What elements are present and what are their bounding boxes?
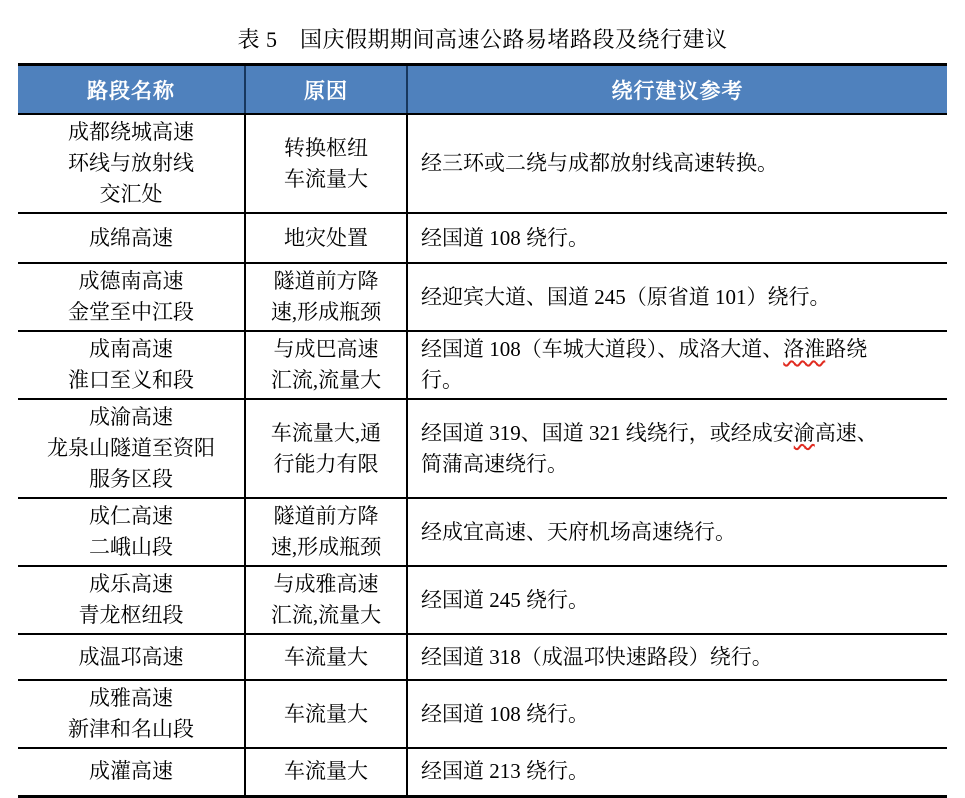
text-segment: 经国道 318（成温邛快速路段）绕行。 [421,644,773,669]
road-name-cell [18,263,245,331]
text-line [246,600,406,631]
suggestion-cell [407,634,947,680]
reason-cell [245,399,407,498]
suggestion-cell [407,566,947,634]
suggestion-cell [407,213,947,263]
reason-cell [245,634,407,680]
table-row [18,331,947,399]
spellcheck-underline-text: 渝 [793,420,815,445]
table-row [18,114,947,213]
text-segment: 经成宜高速、天府机场高速绕行。 [421,519,736,544]
text-segment: 经三环或二绕与成都放射线高速转换。 [421,151,778,175]
text-segment: 与成巴高速 [273,337,379,361]
text-segment: 转换枢纽 [284,135,368,160]
text-line [246,297,406,328]
reason-cell [245,114,407,213]
table-row [18,634,947,680]
text-line [18,402,244,433]
text-segment: 隧道前方降 [273,269,379,293]
text-line [421,756,939,787]
table-title: 表 5 国庆假期期间高速公路易堵路段及绕行建议 [237,27,728,52]
text-line [246,266,406,297]
text-segment: 速,形成瓶颈 [270,535,382,559]
text-segment: 高速、 [814,420,878,445]
text-line [246,223,406,254]
road-name-cell [18,680,245,748]
text-segment: 速,形成瓶颈 [270,300,382,324]
text-segment: 成雅高速 [89,686,173,710]
text-segment: 路绕 [825,337,868,361]
text-segment: 经迎宾大道、国道 245（原省道 101）绕行。 [421,284,831,309]
text-segment: 金堂至中江段 [68,300,194,324]
suggestion-cell [407,114,947,213]
text-line [421,449,939,480]
text-line [421,148,939,179]
table-row [18,498,947,566]
road-name-cell [18,399,245,498]
text-line [246,532,406,563]
text-line [18,569,244,600]
text-line [421,699,939,730]
text-segment: 成南高速 [89,337,173,361]
suggestion-cell [407,748,947,796]
text-line [421,418,939,449]
text-line [421,334,939,365]
text-line [18,600,244,631]
text-line [246,569,406,600]
text-segment: 经国道 108 绕行。 [421,225,589,250]
road-name-cell [18,114,245,213]
text-line [18,433,244,464]
text-line [18,334,244,365]
text-segment: 服务区段 [89,467,173,491]
text-segment: 青龙枢纽段 [78,603,184,627]
text-line [18,642,244,673]
text-segment: 新津和名山段 [68,717,194,741]
text-line [18,148,244,179]
text-line [246,449,406,480]
text-segment: 成灌高速 [89,759,173,784]
text-segment: 汇流,流量大 [270,603,382,627]
text-segment: 成渝高速 [89,405,173,429]
reason-cell [245,498,407,566]
text-line [421,282,939,313]
text-line [18,179,244,210]
text-line [421,517,939,548]
suggestion-cell [407,680,947,748]
table-row [18,399,947,498]
text-line [18,756,244,787]
text-line [18,532,244,563]
road-name-cell [18,634,245,680]
text-segment: 简蒲高速绕行。 [421,451,568,476]
text-segment: 经国道 108 绕行。 [421,701,589,726]
text-segment: 经国道 319、国道 321 线绕行，或经成安 [421,420,794,445]
table-header [18,65,947,115]
reason-cell [245,213,407,263]
text-segment: 交汇处 [99,182,163,206]
text-segment: 与成雅高速 [273,572,379,596]
table-row [18,263,947,331]
text-line [18,266,244,297]
text-segment: 车流量大,通 [270,420,382,445]
table-row [18,748,947,796]
text-line [246,133,406,164]
text-line [246,164,406,195]
road-name-cell [18,331,245,399]
text-line [246,642,406,673]
text-segment: 车流量大 [284,644,368,669]
text-line [18,117,244,148]
reason-cell [245,331,407,399]
text-segment: 成绵高速 [89,225,173,250]
text-line [421,642,939,673]
text-line [18,297,244,328]
road-name-cell [18,566,245,634]
text-segment: 成德南高速 [78,269,184,293]
text-segment: 成仁高速 [89,504,173,528]
road-name-cell [18,748,245,796]
header-suggestion: 绕行建议参考 [407,65,947,115]
text-segment: 环线与放射线 [68,151,194,175]
text-line [18,223,244,254]
text-line [421,585,939,616]
table-row [18,213,947,263]
road-name-cell [18,213,245,263]
text-line [18,464,244,495]
text-segment: 成乐高速 [89,572,173,596]
text-line [18,683,244,714]
reason-cell [245,263,407,331]
text-line [246,418,406,449]
suggestion-cell [407,263,947,331]
text-line [246,699,406,730]
text-segment: 行能力有限 [273,451,379,476]
header-reason: 原因 [245,65,407,115]
text-segment: 淮口至义和段 [68,368,194,392]
text-segment: 地灾处置 [284,225,368,250]
text-line [18,365,244,396]
text-line [421,223,939,254]
suggestion-cell [407,331,947,399]
suggestion-cell [407,498,947,566]
text-segment: 经国道 108（车城大道段）、成洛大道、 [421,337,784,361]
reason-cell [245,748,407,796]
table-body [18,114,947,796]
text-segment: 龙泉山隧道至资阳 [47,436,215,460]
header-road-name: 路段名称 [18,65,245,115]
text-segment: 成都绕城高速 [68,120,194,144]
text-line [18,714,244,745]
header-row [18,65,947,115]
text-line [246,365,406,396]
text-segment: 二峨山段 [89,535,173,559]
road-name-cell [18,498,245,566]
text-segment: 车流量大 [284,166,368,191]
suggestion-cell [407,399,947,498]
text-line [18,501,244,532]
text-segment: 隧道前方降 [273,504,379,528]
spellcheck-underline-text: 洛淮 [783,337,826,361]
reason-cell [245,680,407,748]
text-line [246,756,406,787]
text-segment: 车流量大 [284,759,368,784]
text-line [246,334,406,365]
text-line [246,501,406,532]
detour-suggestions-table [18,63,947,798]
text-segment: 车流量大 [284,701,368,726]
text-segment: 经国道 213 绕行。 [421,759,589,784]
table-row [18,566,947,634]
table-row [18,680,947,748]
text-segment: 成温邛高速 [78,644,184,669]
text-segment: 汇流,流量大 [270,368,382,392]
reason-cell [245,566,407,634]
text-line [421,365,939,396]
text-segment: 经国道 245 绕行。 [421,587,589,612]
text-segment: 行。 [421,368,463,392]
